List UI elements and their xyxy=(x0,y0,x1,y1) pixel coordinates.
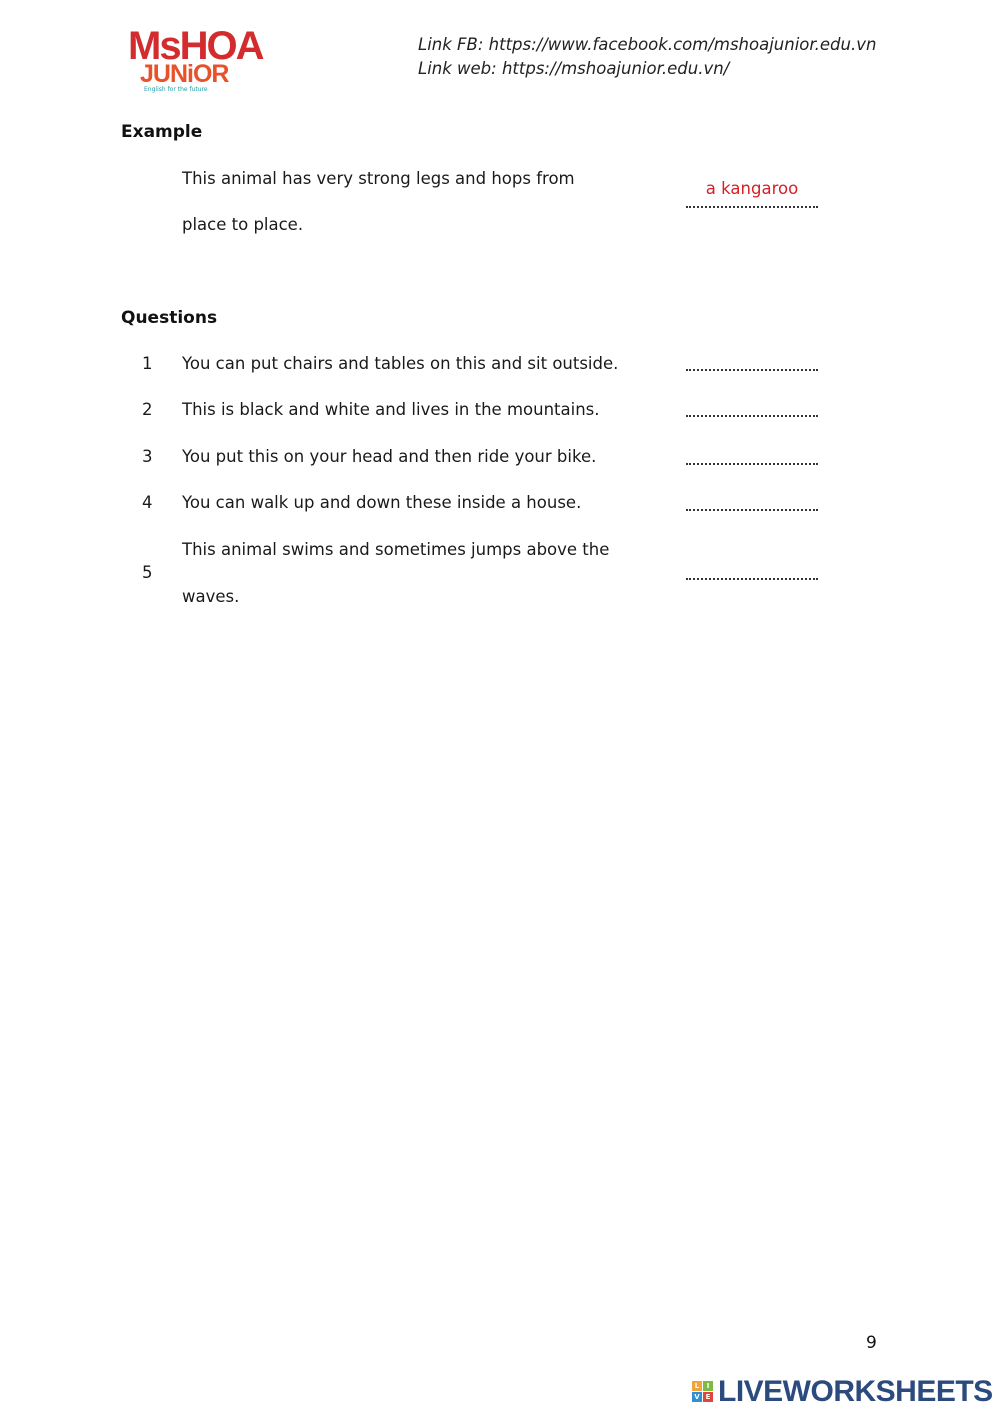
question-number: 2 xyxy=(142,400,153,419)
cube-letter: E xyxy=(703,1392,713,1402)
mshoa-junior-logo xyxy=(128,24,263,94)
answer-input-5[interactable] xyxy=(686,578,818,580)
example-answer: a kangaroo xyxy=(705,179,799,198)
cube-letter: L xyxy=(692,1381,702,1391)
logo-line2: JUNiOR xyxy=(140,60,229,88)
logo-line1: MsHOA xyxy=(128,24,263,68)
question-number: 1 xyxy=(142,354,153,373)
example-text-line1: This animal has very strong legs and hops from xyxy=(182,169,575,188)
questions-heading: Questions xyxy=(121,308,218,328)
cube-letter: V xyxy=(692,1392,702,1402)
question-text: You can walk up and down these inside a house. xyxy=(182,493,582,512)
liveworksheets-logo xyxy=(692,1375,992,1409)
question-text: You put this on your head and then ride your bike. xyxy=(182,447,597,466)
cube-icon xyxy=(692,1381,714,1403)
question-text-line1: This animal swims and sometimes jumps above the xyxy=(182,540,610,559)
example-text-line2: place to place. xyxy=(182,215,304,234)
brand-name: LIVEWORKSHEETS xyxy=(718,1375,993,1408)
cube-letter: I xyxy=(703,1381,713,1391)
answer-input-2[interactable] xyxy=(686,415,818,417)
facebook-link[interactable]: Link FB: https://www.facebook.com/mshoajunior.edu.vn xyxy=(418,35,877,54)
answer-input-3[interactable] xyxy=(686,463,818,465)
question-number: 5 xyxy=(142,563,153,582)
question-number: 3 xyxy=(142,447,153,466)
example-heading: Example xyxy=(121,122,203,142)
answer-input-4[interactable] xyxy=(686,509,818,511)
question-text: This is black and white and lives in the mountains. xyxy=(182,400,600,419)
logo-tagline: English for the future xyxy=(144,86,208,93)
example-answer-line xyxy=(686,206,818,208)
question-number: 4 xyxy=(142,493,153,512)
website-link[interactable]: Link web: https://mshoajunior.edu.vn/ xyxy=(418,59,730,78)
answer-input-1[interactable] xyxy=(686,369,818,371)
page-number: 9 xyxy=(866,1333,877,1353)
question-text: You can put chairs and tables on this and sit outside. xyxy=(182,354,619,373)
question-text-line2: waves. xyxy=(182,587,240,606)
